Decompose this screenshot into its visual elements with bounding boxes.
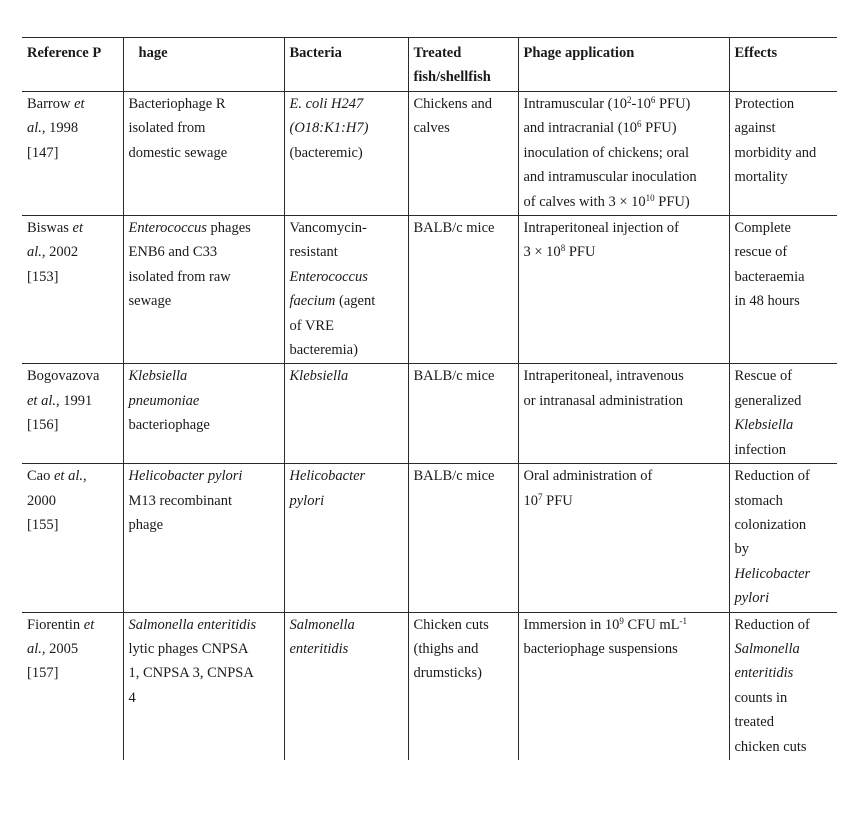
header-effects: Effects xyxy=(729,38,837,92)
effects-cell: Complete rescue of bacteraemia in 48 hours xyxy=(729,216,837,364)
document-page xyxy=(22,37,837,760)
reference-cell: Barrow et al., 1998 [147] xyxy=(27,96,85,161)
treated-cell: Chickens and calves xyxy=(408,92,518,216)
reference-cell: Biswas et al., 2002 [153] xyxy=(27,220,83,285)
effects-cell: Reduction of Salmonella enteritidis counts in treated chicken cuts xyxy=(729,612,837,760)
effects-cell: Reduction of stomach colonization by Helicobacter pylori xyxy=(729,464,837,612)
treated-cell: BALB/c mice xyxy=(408,464,518,612)
bacteria-cell: Helicobacter pylori xyxy=(284,464,408,612)
table-row xyxy=(22,216,837,364)
application-cell: Oral administration of $10^7$ PFU xyxy=(518,464,729,612)
phage-cell: Klebsiella pneumoniae bacteriophage xyxy=(123,364,284,464)
bacteria-cell: Salmonella enteritidis xyxy=(284,612,408,760)
phage-cell: Enterococcus phages ENB6 and C33 isolated from raw sewage xyxy=(123,216,284,364)
application-cell: Intraperitoneal, intravenous or intranasal administration xyxy=(518,364,729,464)
table-row xyxy=(22,92,837,216)
header-phage: hage xyxy=(123,38,284,92)
application-cell: Intraperitoneal injection of $3 \times 10^8$ PFU xyxy=(518,216,729,364)
effects-cell: Protection against morbidity and mortality xyxy=(729,92,837,216)
table-row xyxy=(22,464,837,612)
bacteria-cell: Vancomycin- resistant Enterococcus faecium (agent of VRE bacteremia) xyxy=(284,216,408,364)
reference-cell: Fiorentin et al., 2005 [157] xyxy=(27,616,95,682)
header-treated: Treated fish/shellfish xyxy=(408,38,518,92)
effects-cell: Rescue of generalized Klebsiella infection xyxy=(729,364,837,464)
application-cell: Immersion in $10^9$ CFU $mL^{-1}$ bacteriophage suspensions xyxy=(518,612,729,760)
bacteria-cell: E. coli H247 (O18:K1:H7) (bacteremic) xyxy=(284,92,408,216)
header-application: Phage application xyxy=(518,38,729,92)
treated-cell: BALB/c mice xyxy=(408,364,518,464)
phage-cell: Helicobacter pylori M13 recombinant phage xyxy=(123,464,284,612)
table-row xyxy=(22,364,837,464)
treated-cell: Chicken cuts (thighs and drumsticks) xyxy=(408,612,518,760)
reference-cell: Cao et al., 2000 [155] xyxy=(27,468,87,533)
bacteria-cell: Klebsiella xyxy=(284,364,408,464)
table-row xyxy=(22,612,837,760)
header-reference: Reference P xyxy=(22,38,123,92)
header-bacteria: Bacteria xyxy=(284,38,408,92)
phage-cell: Bacteriophage R isolated from domestic sewage xyxy=(123,92,284,216)
reference-cell: Bogovazova et al., 1991 [156] xyxy=(27,368,100,434)
phage-cell: Salmonella enteritidis lytic phages CNPSA 1, CNPSA 3, CNPSA 4 xyxy=(123,612,284,760)
phage-therapy-table xyxy=(22,37,837,760)
table-header-row xyxy=(22,38,837,92)
application-cell: Intramuscular ($10^2-10^6$ PFU) and intracranial ($10^6$ PFU) inoculation of chickens; oral and intramuscular inoculation of calves with $3 \times 10^{10}$ PFU) xyxy=(518,92,729,216)
treated-cell: BALB/c mice xyxy=(408,216,518,364)
